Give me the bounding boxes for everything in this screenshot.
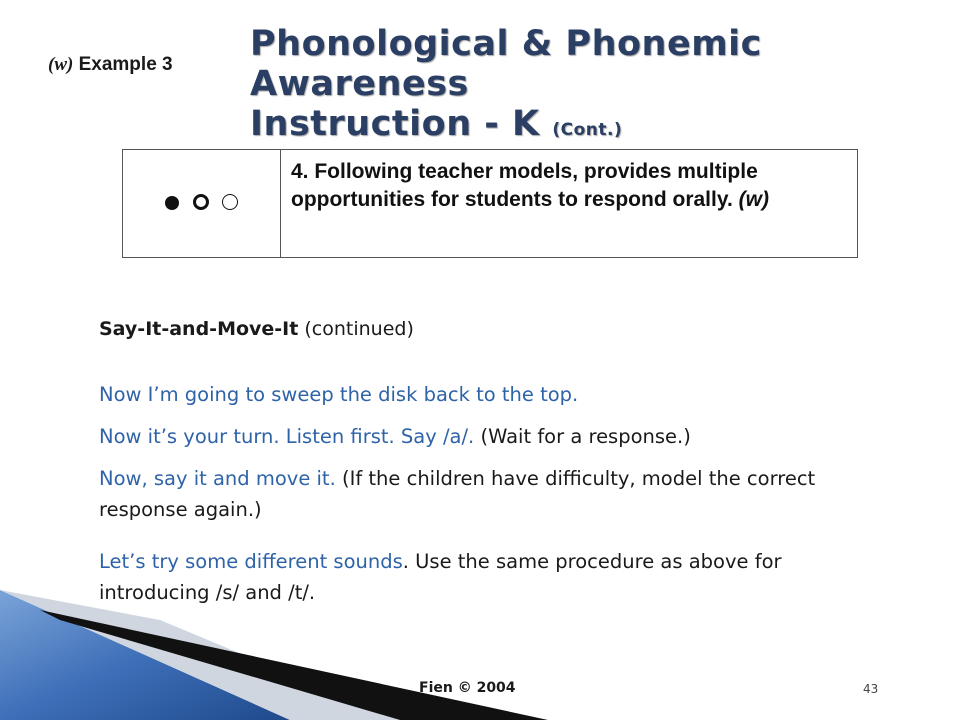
footer-credit: Fien © 2004: [419, 680, 516, 696]
thin-circle-icon: [222, 194, 238, 210]
title-cont: (Cont.): [552, 120, 623, 140]
script-line-3: [99, 463, 859, 525]
filled-dot-icon: [165, 196, 179, 210]
script-line-4-script: Let’s try some different sounds: [99, 550, 403, 573]
section-heading: [99, 318, 414, 340]
title-line-2: [250, 104, 910, 150]
example-tag: [48, 54, 173, 76]
section-heading-rest: (continued): [298, 318, 414, 340]
script-line-3-script: Now, say it and move it.: [99, 467, 336, 490]
example-label: Example 3: [78, 54, 173, 75]
criterion-text-cell: [281, 150, 858, 258]
section-heading-bold: Say-It-and-Move-It: [99, 318, 299, 340]
script-line-1-script: Now I’m going to sweep the disk back to the top.: [99, 383, 579, 406]
bold-circle-icon: [193, 194, 209, 210]
script-line-2-note: (Wait for a response.): [474, 425, 691, 448]
script-line-2-script: Now it’s your turn. Listen first. Say /a/.: [99, 425, 475, 448]
criterion-marker: (w): [738, 188, 769, 211]
script-line-3-note: (If the children have difficulty, model the correct response again.): [99, 467, 816, 521]
title-line-1: Phonological & Phonemic Awareness: [250, 24, 762, 104]
slide-title: [250, 24, 910, 150]
criterion-text: 4. Following teacher models, provides multiple opportunities for students to respond orally.: [291, 160, 758, 211]
decorative-wedge: [0, 590, 560, 720]
example-marker: (w): [48, 54, 74, 75]
script-line-4-note: . Use the same procedure as above for introducing /s/ and /t/.: [99, 550, 782, 604]
script-line-2: [99, 421, 859, 452]
rating-cell: [123, 150, 281, 258]
criterion-row: [123, 150, 858, 258]
criterion-table: [122, 149, 858, 258]
title-line-2-text: Instruction - K: [250, 104, 540, 144]
script-line-1: [99, 379, 859, 410]
page-number: 43: [863, 682, 879, 696]
